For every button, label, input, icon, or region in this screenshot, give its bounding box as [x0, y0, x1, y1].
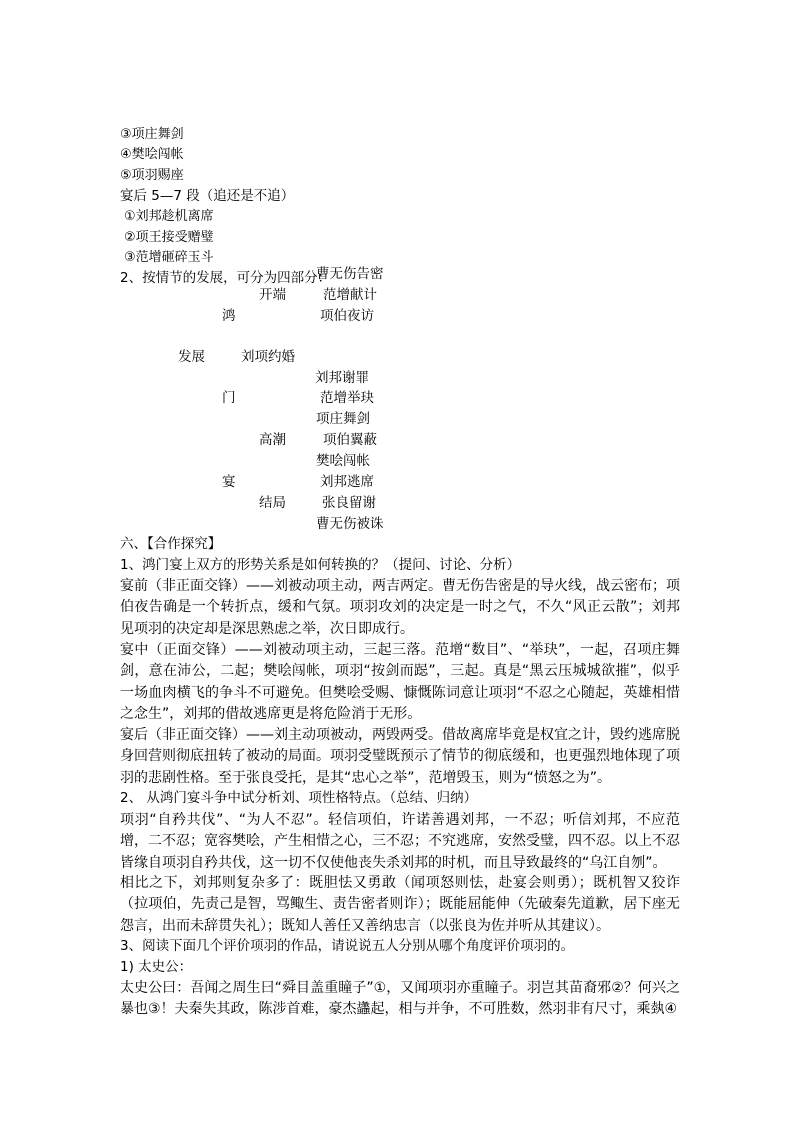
- jieju-item-2: 张良留谢: [322, 495, 376, 511]
- gaochao-item-1: 刘邦谢罪: [315, 370, 369, 386]
- kaiduan-item-2: 范增献计: [323, 287, 377, 303]
- after-feast-item-3: ③范增砸碎玉斗: [124, 250, 214, 265]
- gaochao-item-5: 樊哙闯帐: [316, 453, 370, 469]
- paragraph-after-feast: 宴后（非正面交锋）——刘主动项被动，两毁两受。借故离席毕竟是权宜之计，毁约逃席脱身回营则彻底扭转了被动的局面。项羽受璧既预示了情节的彻底缓和，也更强烈地体现了项羽的悲剧性格。至于张良受托，是其“忠心之举”，范增毁玉，则为“愤怒之为”。: [120, 727, 680, 786]
- question-3: 3、阅读下面几个评价项羽的作品，请说说五人分别从哪个角度评价项羽的。: [120, 938, 575, 954]
- kaiduan-item-3: 项伯夜访: [320, 308, 374, 324]
- paragraph-liu-bang: 相比之下，刘邦则复杂多了：既胆怯又勇敢（闻项怒则怯，赴宴会则勇）；既机智又狡诈（拉项伯，先责己是智，骂鲰生、责告密者则诈）；既能屈能伸（先破秦先道歉，居下座无怨言，出而未辞贯失礼）；既知人善任又善纳忠言（以张良为佐并听从其建议）。: [120, 875, 680, 934]
- question-1: 1、鸿门宴上双方的形势关系是如何转换的？（提问、讨论、分析）: [120, 557, 521, 573]
- scene-item-4: ④樊哙闯帐: [120, 147, 184, 162]
- stage-fazhan: 发展: [178, 349, 205, 365]
- gaochao-item-2: 范增举玦: [320, 390, 374, 406]
- gaochao-item-4: 项伯翼蔽: [323, 432, 377, 448]
- jieju-item-1: 刘邦逃席: [320, 474, 374, 490]
- stage-kaiduan: 开端: [259, 287, 286, 303]
- char-men: 门: [222, 390, 236, 406]
- paragraph-xiang-yu: 项羽“自矜共伐”、“为人不忍”。轻信项伯，许诺善遇刘邦，一不忍；听信刘邦，不应范增，二不忍；宽容樊哙，产生相惜之心，三不忍；不究逃席，安然受璧，四不忍。以上不忍皆缘自项羽自矜共伐，这一切不仅使他丧失杀刘邦的时机，而且导致最终的“乌江自刎”。: [120, 812, 680, 871]
- char-yan: 宴: [222, 474, 236, 490]
- scene-item-5: ⑤项羽赐座: [120, 168, 184, 183]
- after-feast-title: 宴后 5—7 段（追还是不追）: [120, 188, 295, 204]
- plot-intro: 2、按情节的发展，可分为四部分：: [120, 270, 332, 286]
- paragraph-before-feast: 宴前（非正面交锋）——刘被动项主动，两吉两定。曹无伤告密是的导火线，战云密布；项伯夜告确是一个转折点，缓和气氛。项羽攻刘的决定是一时之气，不久“风正云散”；刘邦见项羽的决定却是深思熟虑之举，次日即成行。: [120, 578, 680, 637]
- after-feast-item-2: ②项王接受赠璧: [124, 230, 214, 245]
- gaochao-item-3: 项庄舞剑: [316, 411, 370, 427]
- fazhan-item: 刘项约婚: [241, 349, 295, 365]
- section-title: 六、【合作探究】: [120, 536, 222, 552]
- kaiduan-item-1: 曹无伤告密: [316, 266, 384, 282]
- paragraph-taishigong: 太史公曰：吾闻之周生曰“舜目盖重瞳子”①，又闻项羽亦重瞳子。羽岂其苗裔邪②？何兴之暴也③！夫秦失其政，陈涉首难，豪杰蠭起，相与并争，不可胜数，然羽非有尺寸，乘埶④: [120, 980, 680, 1018]
- question-2: 2、 从鸿门宴斗争中试分析刘、项性格特点。（总结、归纳）: [120, 790, 478, 806]
- item-1-label: 1) 太史公：: [120, 959, 193, 975]
- stage-gaochao: 高潮: [259, 432, 286, 448]
- char-hong: 鸿: [222, 308, 236, 324]
- after-feast-item-1: ①刘邦趁机离席: [124, 209, 214, 224]
- jieju-item-3: 曹无伤被诛: [316, 516, 384, 532]
- stage-jieju: 结局: [259, 495, 286, 511]
- scene-item-3: ③项庄舞剑: [120, 127, 184, 142]
- paragraph-during-feast: 宴中（正面交锋）——刘被动项主动，三起三落。范增“数目”、“举玦”，一起，召项庄舞剑，意在沛公，二起；樊哙闯帐，项羽“按剑而跽”，三起。真是“黑云压城城欲摧”，似乎一场血肉横飞的争斗不可避免。但樊哙受赐、慷慨陈词意让项羽“不忍之心随起，英雄相惜之念生”，刘邦的借故逃席更是将危险消于无形。: [120, 642, 680, 722]
